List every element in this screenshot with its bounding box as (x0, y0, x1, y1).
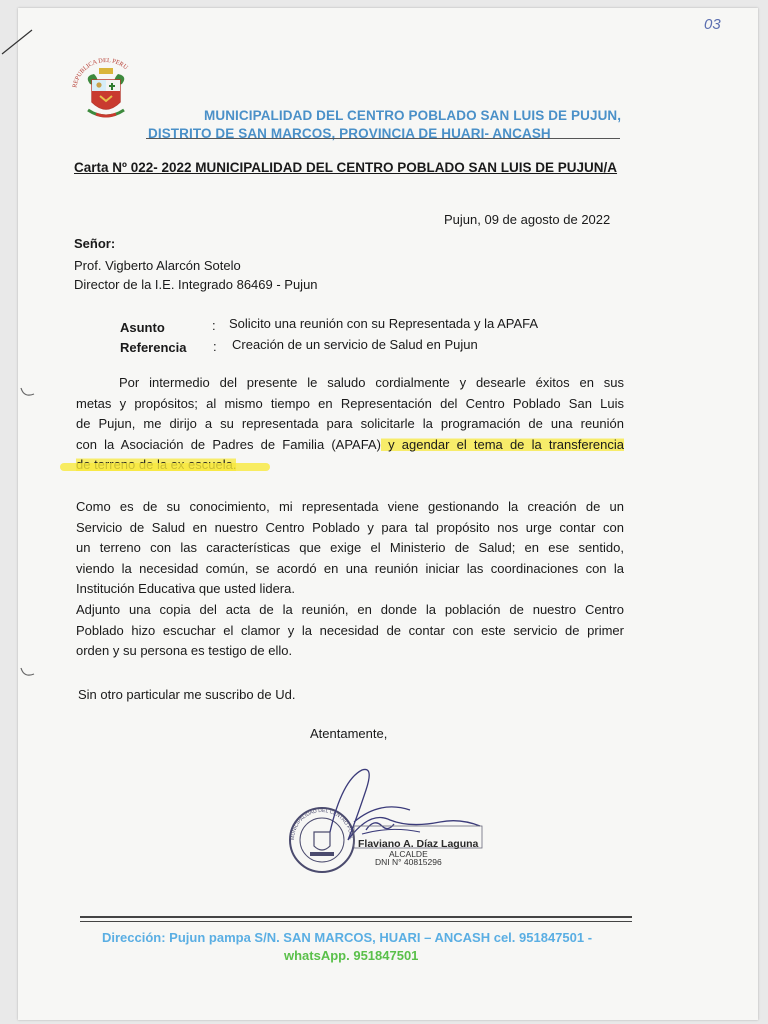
header-line-1: MUNICIPALIDAD DEL CENTRO POBLADO SAN LUIS DE PUJUN, (204, 108, 622, 123)
crest-lettering: REPUBLICA DEL PERU (71, 56, 130, 89)
signatory-id: DNI N° 40815296 (375, 857, 442, 867)
footer-divider (80, 921, 632, 922)
paragraph-line: Adjunto una copia del acta de la reunión, en donde la población de nuestro Centro (76, 602, 624, 617)
paragraph-line-with-highlight (76, 435, 624, 456)
paragraph-line: Institución Educativa que usted lidera. (76, 581, 295, 596)
subject-colon: : (212, 318, 216, 333)
footer-whatsapp: whatsApp. 951847501 (284, 948, 419, 963)
salutation: Señor: (74, 236, 116, 251)
reference-label: Referencia (120, 340, 187, 355)
body-paragraph-1 (76, 373, 624, 476)
signatory-name: Flaviano A. Díaz Laguna (358, 838, 479, 850)
body-paragraph-2 (76, 497, 624, 600)
punch-hole-mark (18, 382, 38, 402)
body-paragraph-3 (76, 600, 624, 662)
subject-text: Solicito una reunión con su Representada y la APAFA (229, 316, 539, 331)
page-number-mark: 03 (704, 16, 721, 33)
recipient-role: Director de la I.E. Integrado 86469 - Pujun (74, 277, 318, 292)
highlighter-stroke (60, 463, 270, 471)
paragraph-line: metas y propósitos; al mismo tiempo en Representación del Centro Poblado San Luis (76, 395, 624, 411)
header-line-2: DISTRITO DE SAN MARCOS, PROVINCIA DE HUARI- ANCASH (148, 126, 551, 141)
header-divider (146, 138, 620, 139)
svg-text:MUNICIPALIDAD DEL CENTRO POBLA (270, 760, 354, 840)
letter-date: Pujun, 09 de agosto de 2022 (444, 212, 611, 227)
coat-of-arms-icon (66, 54, 146, 134)
reference-text: Creación de un servicio de Salud en Pujun (232, 337, 478, 352)
paragraph-line: Servicio de Salud en nuestro Centro Poblado y para tal propósito nos urge contar con (76, 519, 624, 535)
subject-label: Asunto (120, 320, 165, 335)
highlighted-text: y agendar el tema de la transferencia (380, 436, 624, 452)
signatory-title: ALCALDE (389, 849, 428, 859)
paragraph-line: viendo la necesidad común, se acordó en una reunión iniciar las coordinaciones con la (76, 560, 624, 576)
footer-divider (80, 916, 632, 918)
paragraph-text: con la Asociación de Padres de Familia (APAFA) (76, 436, 381, 452)
reference-colon: : (213, 339, 217, 354)
punch-hole-mark (18, 662, 38, 682)
official-stamp-icon (270, 760, 354, 872)
recipient-name: Prof. Vigberto Alarcón Sotelo (74, 258, 241, 273)
letter-reference-number: Carta Nº 022- 2022 MUNICIPALIDAD DEL CENTRO POBLADO SAN LUIS DE PUJUN/A (74, 160, 618, 175)
paragraph-line: un terreno con las características que exige el Ministerio de Salud; en ese sentido, (76, 540, 624, 555)
paragraph-line: Como es de su conocimiento, mi representada viene gestionando la creación de un (76, 499, 624, 514)
sign-off: Atentamente, (310, 726, 388, 741)
paragraph-line: de Pujun, me dirijo a su representada para solicitarle la programación de una reunión (76, 416, 624, 431)
closing-line: Sin otro particular me suscribo de Ud. (78, 687, 296, 702)
pen-stroke-mark (0, 26, 40, 66)
paragraph-line: Poblado hizo escuchar el clamor y la necesidad de contar con este servicio de primer (76, 622, 624, 638)
stamp-lettering: MUNICIPALIDAD DEL CENTRO POBL (289, 807, 355, 841)
paragraph-line: Por intermedio del presente le saludo cordialmente y desearle éxitos en sus (119, 375, 624, 390)
paragraph-line: orden y su persona es testigo de ello. (76, 643, 293, 658)
footer-address: Dirección: Pujun pampa S/N. SAN MARCOS, HUARI – ANCASH cel. 951847501 - (102, 930, 593, 945)
